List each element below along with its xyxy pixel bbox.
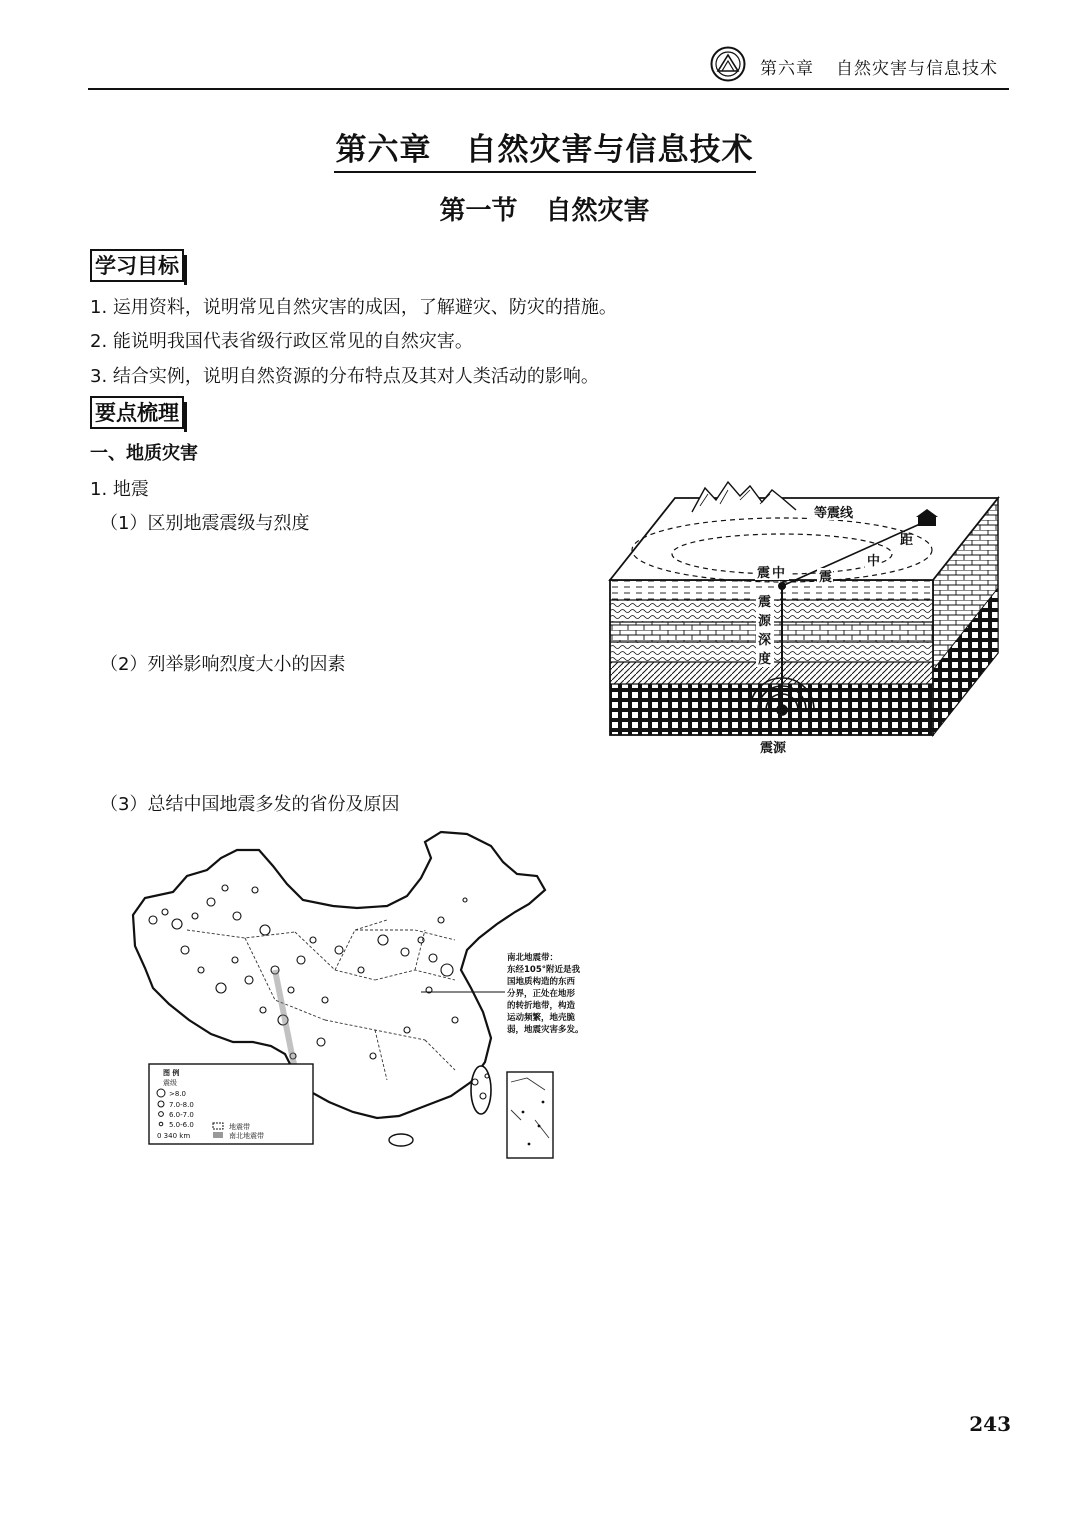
legend-item: 7.0-8.0 <box>169 1101 194 1109</box>
annotation-line: 南北地震带： <box>507 953 559 963</box>
legend-ns-band: 南北地震带 <box>229 1132 264 1140</box>
running-header-text <box>760 54 998 79</box>
objective-item: 1. 运用资料，说明常见自然灾害的成因，了解避灾、防灾的措施。 <box>90 297 617 318</box>
sub-question: （3）总结中国地震多发的省份及原因 <box>100 794 400 815</box>
focal-depth-label: 度 <box>758 652 772 667</box>
publisher-logo-icon <box>710 46 746 82</box>
chapter-title <box>0 124 1089 173</box>
epicenter-label: 震 <box>757 566 771 581</box>
topic-heading: 1. 地震 <box>90 479 149 500</box>
map-legend <box>149 1064 313 1144</box>
focal-depth-label: 深 <box>758 633 772 648</box>
chapter-title-number: 第六章 <box>335 132 432 168</box>
objective-item: 2. 能说明我国代表省级行政区常见的自然灾害。 <box>90 331 473 352</box>
annotation-line: 运动频繁，地壳脆 <box>507 1013 576 1023</box>
sub-question: （1）区别地震震级与烈度 <box>100 513 310 534</box>
legend-item: 5.0-6.0 <box>169 1121 194 1129</box>
focal-depth-label: 震 <box>758 595 772 610</box>
legend-item: 6.0-7.0 <box>169 1111 194 1119</box>
objectives-heading: 学习目标 <box>90 249 184 282</box>
epicentral-distance-label: 震 <box>819 570 833 585</box>
focal-depth-label: 源 <box>758 614 772 629</box>
section-title-name: 自然灾害 <box>545 196 650 226</box>
chapter-title-topic: 自然灾害与信息技术 <box>465 132 754 168</box>
epicentral-distance-label: 距 <box>900 533 914 548</box>
annotation-line: 的转折地带，构造 <box>507 1001 576 1011</box>
legend-title: 图 例 <box>163 1069 180 1077</box>
key-points-heading: 要点梳理 <box>90 396 184 429</box>
sub-question: （2）列举影响烈度大小的因素 <box>100 654 346 675</box>
epicenter-label: 中 <box>772 566 786 581</box>
running-header-topic: 自然灾害与信息技术 <box>836 59 998 79</box>
block-top-surface <box>610 482 998 586</box>
earthquake-block-diagram <box>600 470 1002 760</box>
objective-item: 3. 结合实例，说明自然资源的分布特点及其对人类活动的影响。 <box>90 366 599 387</box>
china-earthquake-map <box>125 820 610 1160</box>
epicentral-distance-label: 中 <box>867 554 881 569</box>
isoseismal-label: 等震线 <box>814 506 854 521</box>
legend-scale: 0 340 km <box>157 1132 191 1140</box>
annotation-line: 东经105°附近是我 <box>507 965 580 975</box>
legend-item: >8.0 <box>169 1090 186 1098</box>
annotation-line: 国地质构造的东西 <box>507 977 576 987</box>
focus-label: 震源 <box>760 741 787 756</box>
part-title: 一、地质灾害 <box>90 443 198 464</box>
legend-magnitude-label: 震级 <box>163 1079 177 1087</box>
section-title-number: 第一节 <box>439 196 518 226</box>
running-header-chapter: 第六章 <box>760 59 814 79</box>
seismic-belt-annotation <box>506 952 584 1035</box>
page-number: 243 <box>969 1412 1011 1436</box>
legend-band: 地震带 <box>229 1123 250 1131</box>
south-china-sea-inset <box>507 1072 553 1158</box>
section-title <box>0 190 1089 227</box>
running-header <box>88 44 1009 90</box>
annotation-line: 分界，正处在地形 <box>507 989 576 999</box>
annotation-line: 弱，地震灾害多发。 <box>507 1025 584 1035</box>
epicenter-point <box>778 582 786 590</box>
